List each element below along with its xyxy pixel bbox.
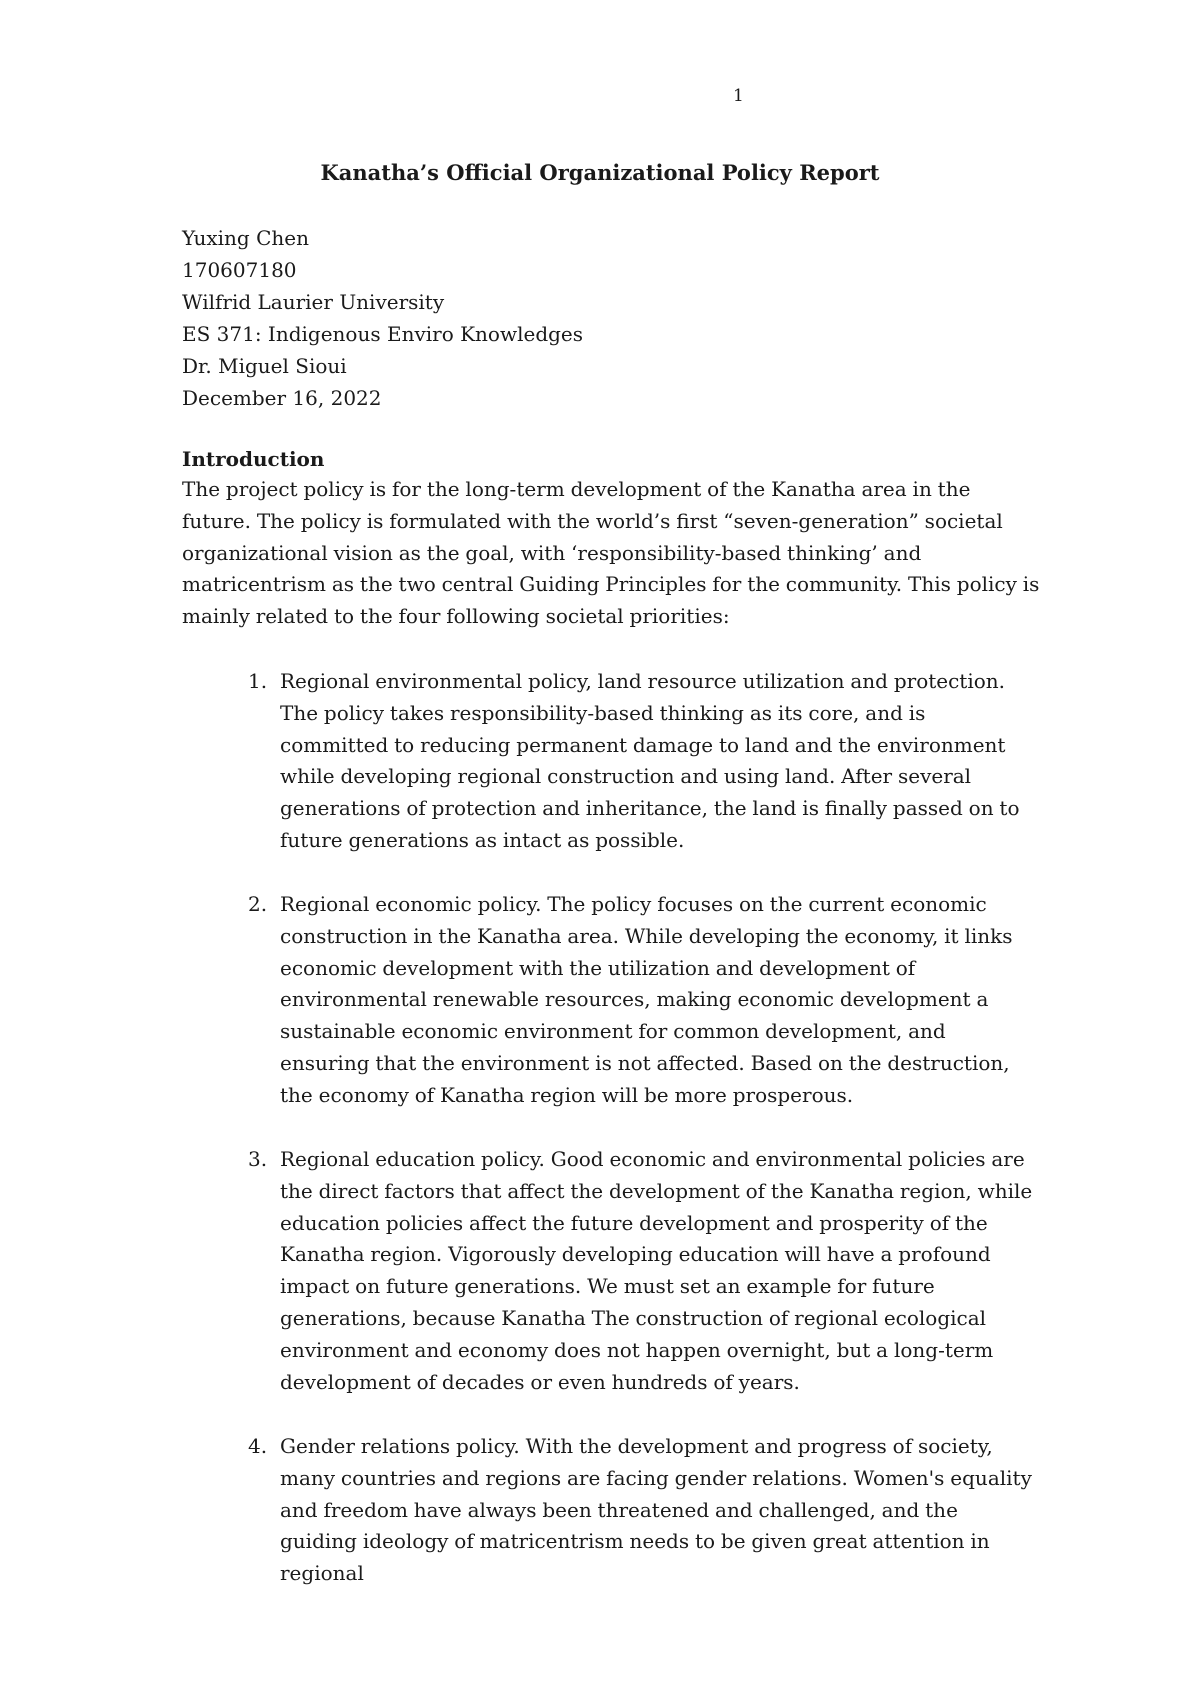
list-item-text: Regional environmental policy, land resource utilization and protection. The policy takes responsibility-based thinking as its core, and is committed to reducing permanent damage to land and the environment while developing regional construction and using land. After several generations of protection and inheritance, the land is finally passed on to future generations as intact as possible. xyxy=(280,669,1020,852)
document-title: Kanatha’s Official Organizational Policy Report xyxy=(320,160,880,185)
instructor-name: Dr. Miguel Sioui xyxy=(182,354,347,378)
list-item xyxy=(248,1144,1038,1398)
list-item-text: Gender relations policy. With the development and progress of society, many countries and regions are facing gender relations. Women's equality and freedom have always been threatened and challenged, and the guiding ideology of matricentrism needs to be given great attention in regional xyxy=(280,1434,1032,1586)
list-item xyxy=(248,666,1038,857)
list-item-number: 1. xyxy=(248,669,268,693)
introduction-paragraph: The project policy is for the long-term development of the Kanatha area in the future. The policy is formulated with the world’s first “seven-generation” societal organizational vision as the goal, with ‘responsibility-based thinking’ and matricentrism as the two central Guiding Principles for the community. This policy is mainly related to the four following societal priorities: xyxy=(182,477,1040,629)
university-name: Wilfrid Laurier University xyxy=(182,290,445,314)
author-info-block xyxy=(182,222,583,414)
course-name: ES 371: Indigenous Enviro Knowledges xyxy=(182,322,584,346)
introduction-heading: Introduction xyxy=(182,447,325,471)
list-item-number: 4. xyxy=(248,1434,268,1458)
list-item-number: 2. xyxy=(248,892,268,916)
student-id: 170607180 xyxy=(182,258,297,282)
list-item xyxy=(248,1431,1038,1590)
page-number: 1 xyxy=(733,86,744,106)
submission-date: December 16, 2022 xyxy=(182,386,382,410)
list-item xyxy=(248,889,1038,1112)
list-item-text: Regional education policy. Good economic and environmental policies are the direct factors that affect the development of the Kanatha region, while education policies affect the future development and prosperity of the Kanatha region. Vigorously developing education will have a profound impact on future generations. We must set an example for future generations, because Kanatha The construction of regional ecological environment and economy does not happen overnight, but a long-term development of decades or even hundreds of years. xyxy=(280,1147,1033,1394)
list-item-text: Regional economic policy. The policy focuses on the current economic construction in the Kanatha area. While developing the economy, it links economic development with the utilization and development of environmental renewable resources, making economic development a sustainable economic environment for common development, and ensuring that the environment is not affected. Based on the destruction, the economy of Kanatha region will be more prosperous. xyxy=(280,892,1013,1107)
list-item-number: 3. xyxy=(248,1147,268,1171)
author-name: Yuxing Chen xyxy=(182,226,309,250)
